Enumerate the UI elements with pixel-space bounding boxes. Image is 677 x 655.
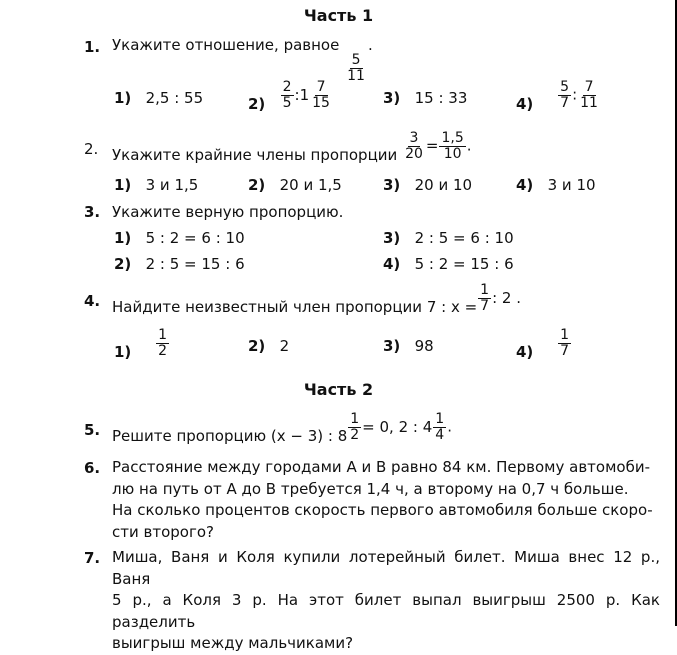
q7-number: 7. <box>84 549 101 567</box>
q4-option-1-fraction: $\frac{1}{2}$ <box>158 327 168 359</box>
q7-line-1: Миша, Ваня и Коля купили лотерейный билет. Миша внес 12 р., Ваня <box>112 548 660 588</box>
q7-line-2: 5 р., а Коля 3 р. На этот билет выпал выигрыш 2500 р. Как разделить <box>112 591 660 631</box>
q1-frac-num: 5 <box>351 52 361 68</box>
q2-question: Укажите крайние члены пропорции <box>112 145 398 164</box>
q1-option-2-frac-a: $\frac{2}{5}$ <box>282 79 292 111</box>
q4-text <box>112 282 521 316</box>
q3-number: 3. <box>84 203 101 221</box>
q2-option-3[interactable] <box>383 176 472 194</box>
q5-question: Решите пропорцию <box>112 426 267 445</box>
q2-option-3-value: 20 и 10 <box>414 176 473 194</box>
q2-period: . <box>466 136 472 155</box>
q5-fraction-1: $\frac{1}{2}$ <box>350 411 360 443</box>
q3-option-2-value: 2 : 5 = 15 : 6 <box>145 255 245 273</box>
q5-expression-middle: = 0, 2 : 4 <box>362 417 433 436</box>
q5-expression-left: (x − 3) : 8 <box>270 426 348 445</box>
q3-option-3-number: 3) <box>383 229 401 247</box>
q4-option-4-number: 4) <box>516 342 534 361</box>
q6-line-1: Расстояние между городами А и В равно 84 км. Первому автомоби- <box>112 458 650 476</box>
q5-text <box>112 411 452 445</box>
q4-option-4[interactable] <box>516 327 572 361</box>
q1-option-1-number: 1) <box>114 89 132 107</box>
q1-option-3[interactable] <box>383 89 467 107</box>
q1-frac-den: 11 <box>347 67 365 84</box>
q6-text <box>112 457 660 543</box>
q2-option-4-number: 4) <box>516 176 534 194</box>
q1-option-2-number: 2) <box>248 94 266 113</box>
q3-option-4-number: 4) <box>383 255 401 273</box>
q2-equals: = <box>425 136 439 155</box>
q1-fraction <box>345 53 367 83</box>
q3-question: Укажите верную пропорцию. <box>112 203 344 221</box>
q5-number: 5. <box>84 421 101 439</box>
q4-option-2-number: 2) <box>248 337 266 355</box>
q1-option-3-number: 3) <box>383 89 401 107</box>
q2-fraction-b: $\frac{1,5}{10}$ <box>441 130 464 162</box>
q2-number: 2. <box>84 140 99 158</box>
q6-line-2: лю на путь от А до В требуется 1,4 ч, а второму на 0,7 ч больше. <box>112 479 629 498</box>
q1-option-4-number: 4) <box>516 94 534 113</box>
q1-option-2[interactable]: 2) $\frac{2}{5}$ :1 $\frac{7}{15}$ <box>248 79 330 113</box>
q3-option-4[interactable] <box>383 255 514 273</box>
q1-option-1[interactable] <box>114 89 203 107</box>
q6-line-4: сти второго? <box>112 522 214 541</box>
q1-question: Укажите отношение, равное <box>112 36 340 54</box>
q4-option-3-number: 3) <box>383 337 401 355</box>
q1-number: 1. <box>84 38 101 56</box>
q1-option-3-value: 15 : 33 <box>414 89 468 107</box>
q4-option-2-value: 2 <box>279 337 290 355</box>
q2-option-2-value: 20 и 1,5 <box>279 176 342 194</box>
q4-option-1-number: 1) <box>114 342 132 361</box>
q2-option-3-number: 3) <box>383 176 401 194</box>
q2-option-4[interactable] <box>516 176 596 194</box>
q2-option-4-value: 3 и 10 <box>547 176 596 194</box>
q4-option-3[interactable] <box>383 337 434 355</box>
q5-fraction-2: $\frac{1}{4}$ <box>435 411 445 443</box>
q4-option-1[interactable] <box>114 327 170 361</box>
q1-period: . <box>367 36 373 54</box>
q4-number: 4. <box>84 292 101 310</box>
q4-fraction: $\frac{1}{7}$ <box>480 282 490 314</box>
q3-option-4-value: 5 : 2 = 15 : 6 <box>414 255 514 273</box>
q2-option-1-value: 3 и 1,5 <box>145 176 199 194</box>
q4-question: Найдите неизвестный член пропорции <box>112 297 423 316</box>
q4-option-2[interactable] <box>248 337 289 355</box>
q2-fraction-a: $\frac{3}{20}$ <box>405 130 423 162</box>
q6-number: 6. <box>84 459 101 477</box>
q3-option-1-number: 1) <box>114 229 132 247</box>
q4-option-4-fraction: $\frac{1}{7}$ <box>560 327 570 359</box>
q2-option-2[interactable] <box>248 176 342 194</box>
q1-text <box>112 36 373 83</box>
q3-option-2[interactable] <box>114 255 245 273</box>
q1-row <box>84 38 100 56</box>
q1-option-2-frac-b: $\frac{7}{15}$ <box>312 79 330 111</box>
q3-option-2-number: 2) <box>114 255 132 273</box>
q5-period: . <box>447 417 452 436</box>
part2-title: Часть 2 <box>303 380 374 399</box>
q1-option-4[interactable]: 4) $\frac{5}{7}$ : $\frac{7}{11}$ <box>516 79 598 113</box>
q3-option-1-value: 5 : 2 = 6 : 10 <box>145 229 245 247</box>
q4-expression-right: : 2 . <box>492 288 521 307</box>
q4-expression-left: 7 : x = <box>426 297 478 316</box>
q3-option-1[interactable] <box>114 229 245 247</box>
q2-option-1[interactable] <box>114 176 198 194</box>
q2-text <box>112 130 472 164</box>
q3-option-3[interactable] <box>383 229 514 247</box>
q3-option-3-value: 2 : 5 = 6 : 10 <box>414 229 514 247</box>
q6-line-3: На сколько процентов скорость первого автомобиля больше скоро- <box>112 501 653 519</box>
q4-option-3-value: 98 <box>414 337 434 355</box>
q2-option-2-number: 2) <box>248 176 266 194</box>
q1-option-4-frac-a: $\frac{5}{7}$ <box>560 79 570 111</box>
q7-text <box>112 547 660 655</box>
q2-option-1-number: 1) <box>114 176 132 194</box>
q1-option-1-value: 2,5 : 55 <box>145 89 204 107</box>
part1-title: Часть 1 <box>303 6 374 25</box>
q7-line-3: выигрыш между мальчиками? <box>112 634 354 652</box>
q1-option-4-frac-b: $\frac{7}{11}$ <box>580 79 598 111</box>
